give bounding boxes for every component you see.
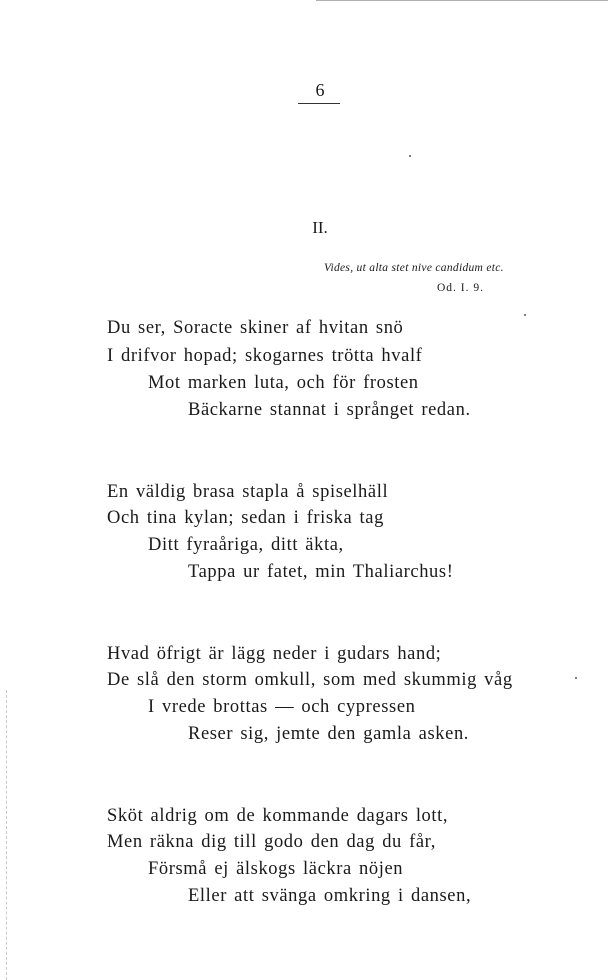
epigraph-reference: Od. I. 9. — [437, 282, 485, 294]
poem-line: I drifvor hopad; skogarnes trötta hvalf — [107, 346, 423, 366]
poem-line: Hvad öfrigt är lägg neder i gudars hand; — [107, 644, 442, 664]
poem-line: Försmå ej älskogs läckra nöjen — [148, 859, 404, 879]
poem-line: Tappa ur fatet, min Thaliarchus! — [188, 562, 454, 582]
print-speck — [409, 155, 411, 157]
poem-line: Bäckarne stannat i språnget redan. — [188, 400, 471, 420]
page-number: 6 — [315, 80, 325, 100]
poem-line: Du ser, Soracte skiner af hvitan snö — [107, 318, 404, 338]
poem-line: De slå den storm omkull, som med skummig våg — [107, 670, 513, 690]
page-edge-mark — [6, 690, 8, 980]
page-top-edge — [316, 0, 608, 1]
poem-number: II. — [312, 218, 328, 237]
epigraph-quote: Vides, ut alta stet nive candidum etc. — [324, 262, 504, 274]
poem-line: Och tina kylan; sedan i friska tag — [107, 508, 384, 528]
print-speck — [524, 314, 526, 316]
poem-line: Reser sig, jemte den gamla asken. — [188, 724, 470, 744]
page-number-rule — [298, 103, 340, 104]
epigraph — [324, 262, 556, 294]
poem-line: Men räkna dig till godo den dag du får, — [107, 832, 436, 852]
poem-line: Eller att svänga omkring i dansen, — [188, 886, 472, 906]
print-speck — [575, 677, 577, 679]
poem-line: Ditt fyraåriga, ditt äkta, — [148, 535, 344, 555]
poem-line: Sköt aldrig om de kommande dagars lott, — [107, 806, 449, 826]
poem-line: Mot marken luta, och för frosten — [148, 373, 419, 393]
poem-line: I vrede brottas — och cypressen — [148, 697, 416, 717]
poem-line: En väldig brasa stapla å spiselhäll — [107, 482, 389, 502]
